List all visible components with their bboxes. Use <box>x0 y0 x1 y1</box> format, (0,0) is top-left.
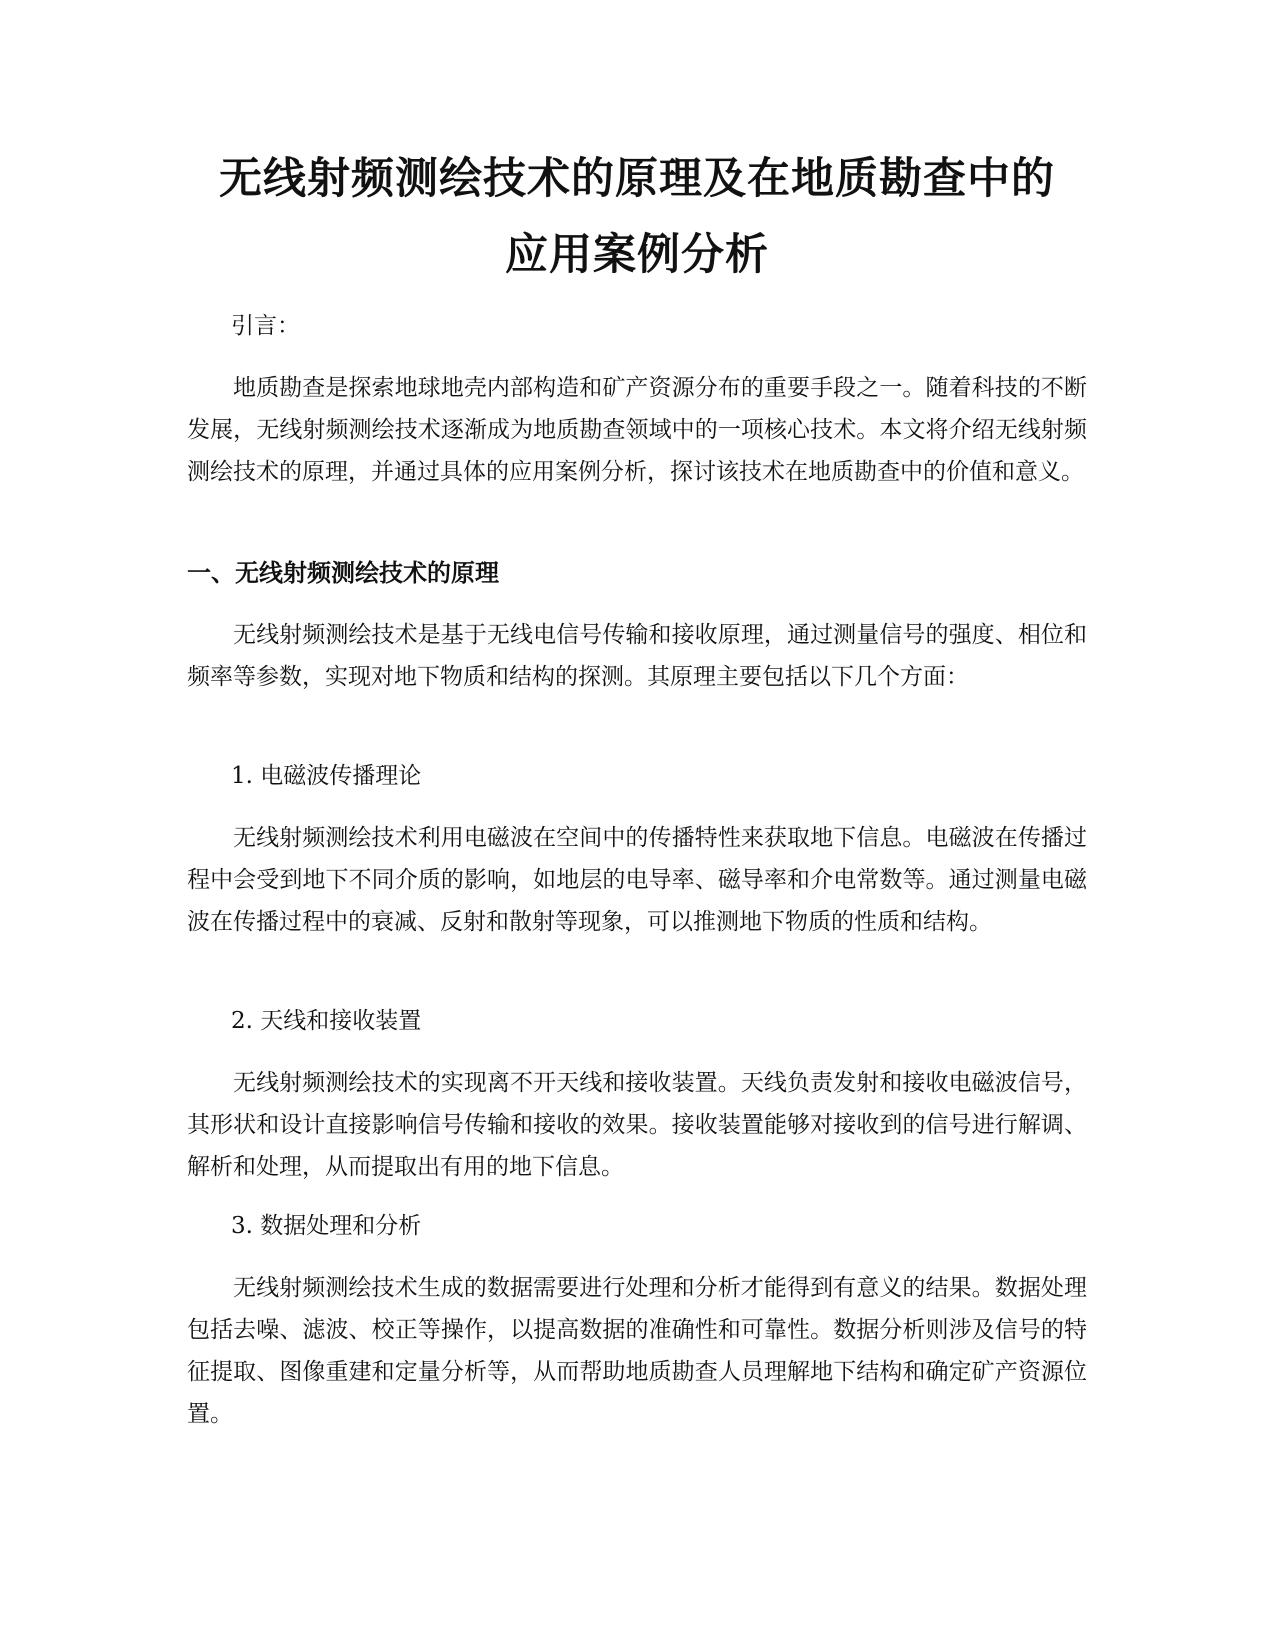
section-paragraph: 无线射频测绘技术是基于无线电信号传输和接收原理，通过测量信号的强度、相位和频率等参数，实现对地下物质和结构的探测。其原理主要包括以下几个方面： <box>187 622 1087 690</box>
subsection-paragraph: 无线射频测绘技术的实现离不开天线和接收装置。天线负责发射和接收电磁波信号，其形状和设计直接影响信号传输和接收的效果。接收装置能够对接收到的信号进行解调、解析和处理，从而提取出有用的地下信息。 <box>187 1070 1087 1180</box>
subsection-title: 1. 电磁波传播理论 <box>231 763 422 789</box>
subsection-paragraph: 无线射频测绘技术利用电磁波在空间中的传播特性来获取地下信息。电磁波在传播过程中会受到地下不同介质的影响，如地层的电导率、磁导率和介电常数等。通过测量电磁波在传播过程中的衰减、反射和散射等现象，可以推测地下物质的性质和结构。 <box>187 825 1087 935</box>
document-title-line-1: 无线射频测绘技术的原理及在地质勘查中的 <box>219 154 1055 204</box>
subsection-title: 3. 数据处理和分析 <box>231 1213 422 1239</box>
intro-paragraph: 地质勘查是探索地球地壳内部构造和矿产资源分布的重要手段之一。随着科技的不断发展，无线射频测绘技术逐渐成为地质勘查领域中的一项核心技术。本文将介绍无线射频测绘技术的原理，并通过具体的应用案例分析，探讨该技术在地质勘查中的价值和意义。 <box>187 375 1087 485</box>
document-title-line-2: 应用案例分析 <box>505 230 769 280</box>
intro-label: 引言： <box>231 313 300 339</box>
subsection-paragraph: 无线射频测绘技术生成的数据需要进行处理和分析才能得到有意义的结果。数据处理包括去噪、滤波、校正等操作，以提高数据的准确性和可靠性。数据分析则涉及信号的特征提取、图像重建和定量分析等，从而帮助地质勘查人员理解地下结构和确定矿产资源位置。 <box>187 1275 1087 1427</box>
section-heading: 一、无线射频测绘技术的原理 <box>187 559 499 587</box>
subsection-title: 2. 天线和接收装置 <box>231 1008 422 1034</box>
